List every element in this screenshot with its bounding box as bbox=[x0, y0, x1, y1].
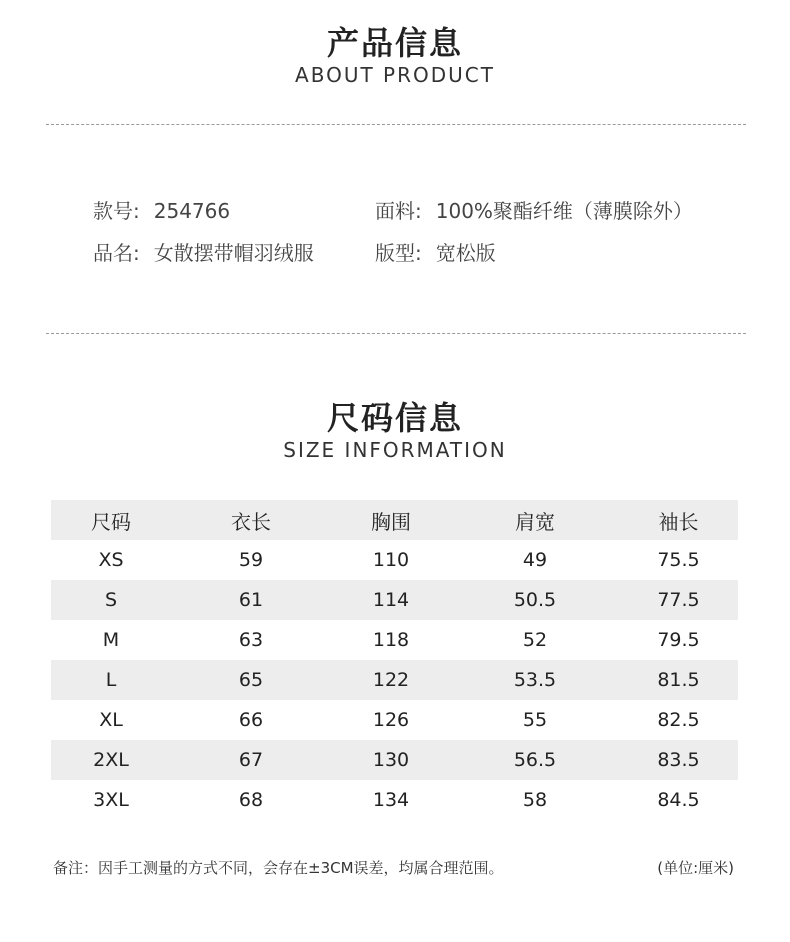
cell-size: 3XL bbox=[93, 789, 129, 811]
cell-length: 65 bbox=[238, 669, 264, 691]
cell-sleeve: 82.5 bbox=[657, 709, 700, 731]
cell-sleeve: 75.5 bbox=[657, 549, 700, 571]
size-table bbox=[51, 500, 738, 820]
cell-sleeve: 83.5 bbox=[657, 749, 700, 771]
cell-sleeve: 84.5 bbox=[657, 789, 700, 811]
cell-size: XS bbox=[98, 549, 124, 571]
cell-sleeve: 77.5 bbox=[657, 589, 700, 611]
cell-chest: 114 bbox=[372, 589, 410, 611]
product-name-value: 女散摆带帽羽绒服 bbox=[153, 241, 314, 265]
size-table-header bbox=[51, 500, 738, 540]
cell-chest: 118 bbox=[372, 629, 410, 651]
cell-shoulder: 58 bbox=[522, 789, 548, 811]
fabric-label: 面料: bbox=[375, 199, 422, 223]
fit-type bbox=[375, 237, 496, 266]
table-row bbox=[51, 740, 738, 780]
table-row bbox=[51, 540, 738, 580]
product-info-title: 产品信息 bbox=[326, 24, 463, 62]
table-row bbox=[51, 580, 738, 620]
cell-length: 59 bbox=[238, 549, 264, 571]
table-row bbox=[51, 660, 738, 700]
cell-shoulder: 52 bbox=[522, 629, 548, 651]
cell-chest: 122 bbox=[372, 669, 410, 691]
cell-chest: 110 bbox=[372, 549, 410, 571]
style-number-value: 254766 bbox=[153, 199, 231, 223]
cell-length: 66 bbox=[238, 709, 264, 731]
product-name-label: 品名: bbox=[93, 241, 140, 265]
header-chest: 胸围 bbox=[371, 509, 411, 534]
fabric bbox=[375, 195, 693, 224]
divider-middle bbox=[46, 333, 746, 334]
cell-size: L bbox=[105, 669, 117, 691]
cell-chest: 130 bbox=[372, 749, 410, 771]
cell-shoulder: 55 bbox=[522, 709, 548, 731]
cell-sleeve: 81.5 bbox=[657, 669, 700, 691]
style-number bbox=[93, 195, 230, 224]
product-name bbox=[93, 237, 314, 266]
cell-length: 61 bbox=[238, 589, 264, 611]
table-row bbox=[51, 780, 738, 820]
cell-chest: 126 bbox=[372, 709, 410, 731]
cell-shoulder: 50.5 bbox=[513, 589, 557, 611]
cell-shoulder: 56.5 bbox=[513, 749, 557, 771]
fabric-value: 100%聚酯纤维（薄膜除外） bbox=[435, 199, 693, 223]
fit-type-label: 版型: bbox=[375, 241, 422, 265]
fit-type-value: 宽松版 bbox=[435, 241, 496, 265]
header-shoulder: 肩宽 bbox=[515, 509, 555, 534]
cell-size: 2XL bbox=[93, 749, 129, 771]
header-size: 尺码 bbox=[91, 509, 131, 534]
table-row bbox=[51, 620, 738, 660]
cell-sleeve: 79.5 bbox=[657, 629, 700, 651]
table-row bbox=[51, 700, 738, 740]
cell-size: XL bbox=[99, 709, 123, 731]
cell-size: M bbox=[102, 629, 120, 651]
size-info-subtitle: SIZE INFORMATION bbox=[283, 438, 507, 462]
cell-shoulder: 53.5 bbox=[513, 669, 557, 691]
header-length: 衣长 bbox=[231, 509, 271, 534]
cell-length: 68 bbox=[238, 789, 264, 811]
unit-note: (单位:厘米) bbox=[657, 859, 734, 877]
header-sleeve: 袖长 bbox=[658, 509, 699, 534]
divider-top bbox=[46, 124, 746, 125]
style-number-label: 款号: bbox=[93, 199, 140, 223]
cell-shoulder: 49 bbox=[522, 549, 548, 571]
product-info-subtitle: ABOUT PRODUCT bbox=[295, 63, 495, 87]
cell-size: S bbox=[104, 589, 118, 611]
cell-chest: 134 bbox=[372, 789, 410, 811]
cell-length: 63 bbox=[238, 629, 264, 651]
cell-length: 67 bbox=[238, 749, 264, 771]
measurement-note: 备注：因手工测量的方式不同，会存在±3CM误差，均属合理范围。 bbox=[53, 859, 504, 877]
size-info-title: 尺码信息 bbox=[326, 399, 463, 437]
